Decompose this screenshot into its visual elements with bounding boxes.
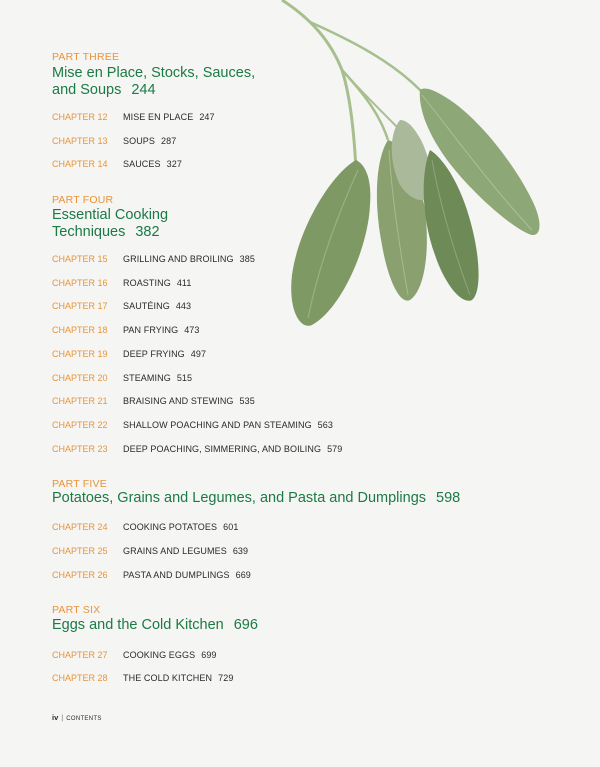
chapter-title: SOUPS	[123, 136, 156, 146]
chapter-label: CHAPTER 12	[52, 112, 108, 122]
part-label: PART SIX	[52, 604, 101, 616]
chapter-page-number: 327	[166, 159, 182, 169]
chapter-page-number: 639	[232, 546, 249, 556]
chapter-title: COOKING EGGS	[123, 650, 196, 660]
chapter-label: CHAPTER 27	[52, 650, 108, 660]
chapter-title: GRILLING AND BROILING	[123, 254, 234, 264]
chapter-label: CHAPTER 24	[52, 522, 108, 532]
chapter-label: CHAPTER 19	[52, 349, 108, 359]
chapter-page-number: 601	[223, 522, 239, 532]
chapter-label: CHAPTER 15	[52, 254, 108, 264]
footer-section-label: CONTENTS	[66, 716, 102, 722]
chapter-title: GRAINS AND LEGUMES	[123, 546, 227, 556]
chapter-title: SAUTÉING	[123, 301, 170, 311]
chapter-label: CHAPTER 25	[52, 546, 108, 556]
chapter-label: CHAPTER 26	[52, 570, 108, 580]
part-title	[52, 490, 460, 507]
part-page-number: 244	[131, 82, 156, 98]
part-title-line: Potatoes, Grains and Legumes, and Pasta and Dumplings	[52, 490, 427, 506]
chapter-page-number: 669	[235, 570, 251, 580]
folio-page-number: iv	[52, 713, 59, 722]
chapter-page-number: 535	[239, 396, 255, 406]
part-label: PART FIVE	[52, 478, 107, 490]
chapter-page-number: 287	[161, 136, 177, 146]
chapter-page-number: 411	[176, 278, 192, 288]
chapter-label: CHAPTER 22	[52, 420, 108, 430]
chapter-title: COOKING POTATOES	[123, 522, 218, 532]
chapter-title: DEEP POACHING, SIMMERING, AND BOILING	[123, 444, 322, 454]
chapter-page-number: 247	[199, 112, 215, 122]
chapter-title: BRAISING AND STEWING	[123, 396, 234, 406]
chapter-label: CHAPTER 28	[52, 673, 108, 683]
chapter-label: CHAPTER 21	[52, 396, 108, 406]
chapter-page-number: 515	[176, 373, 193, 383]
chapter-title: DEEP FRYING	[123, 349, 185, 359]
chapter-label: CHAPTER 16	[52, 278, 108, 288]
chapter-title: PASTA AND DUMPLINGS	[123, 570, 230, 580]
chapter-page-number: 699	[201, 650, 217, 660]
chapter-title: SAUCES	[123, 159, 161, 169]
part-title-line: Eggs and the Cold Kitchen	[52, 617, 224, 633]
chapter-label: CHAPTER 14	[52, 159, 108, 169]
chapter-page-number: 497	[190, 349, 207, 359]
chapter-title: SHALLOW POACHING AND PAN STEAMING	[123, 420, 312, 430]
chapter-page-number: 563	[317, 420, 333, 430]
part-title-line: Techniques	[52, 224, 126, 240]
chapter-page-number: 473	[184, 325, 200, 335]
part-title	[52, 617, 258, 634]
chapter-title: ROASTING	[123, 278, 171, 288]
part-page-number: 382	[135, 224, 160, 240]
chapter-title: STEAMING	[123, 373, 171, 383]
sage-sprig-image	[270, 0, 600, 340]
chapter-page-number: 443	[175, 301, 192, 311]
chapter-label: CHAPTER 23	[52, 444, 108, 454]
chapter-page-number: 729	[218, 673, 234, 683]
chapter-title: MISE EN PLACE	[123, 112, 194, 122]
part-label: PART FOUR	[52, 194, 114, 206]
part-page-number: 598	[436, 490, 461, 506]
chapter-label: CHAPTER 17	[52, 301, 108, 311]
chapter-title: PAN FRYING	[123, 325, 179, 335]
chapter-page-number: 579	[327, 444, 343, 454]
chapter-title: THE COLD KITCHEN	[123, 673, 213, 683]
part-page-number: 696	[233, 617, 258, 633]
part-title	[52, 65, 255, 99]
part-title	[52, 207, 168, 241]
chapter-label: CHAPTER 18	[52, 325, 108, 335]
footer-separator: |	[61, 713, 64, 722]
chapter-label: CHAPTER 13	[52, 136, 108, 146]
part-label: PART THREE	[52, 51, 120, 63]
part-title-line: and Soups	[52, 82, 122, 98]
chapter-label: CHAPTER 20	[52, 373, 108, 383]
part-title-line: Mise en Place, Stocks, Sauces,	[52, 65, 256, 81]
page-footer	[52, 713, 102, 722]
chapter-page-number: 385	[239, 254, 255, 264]
part-title-line: Essential Cooking	[52, 207, 169, 223]
